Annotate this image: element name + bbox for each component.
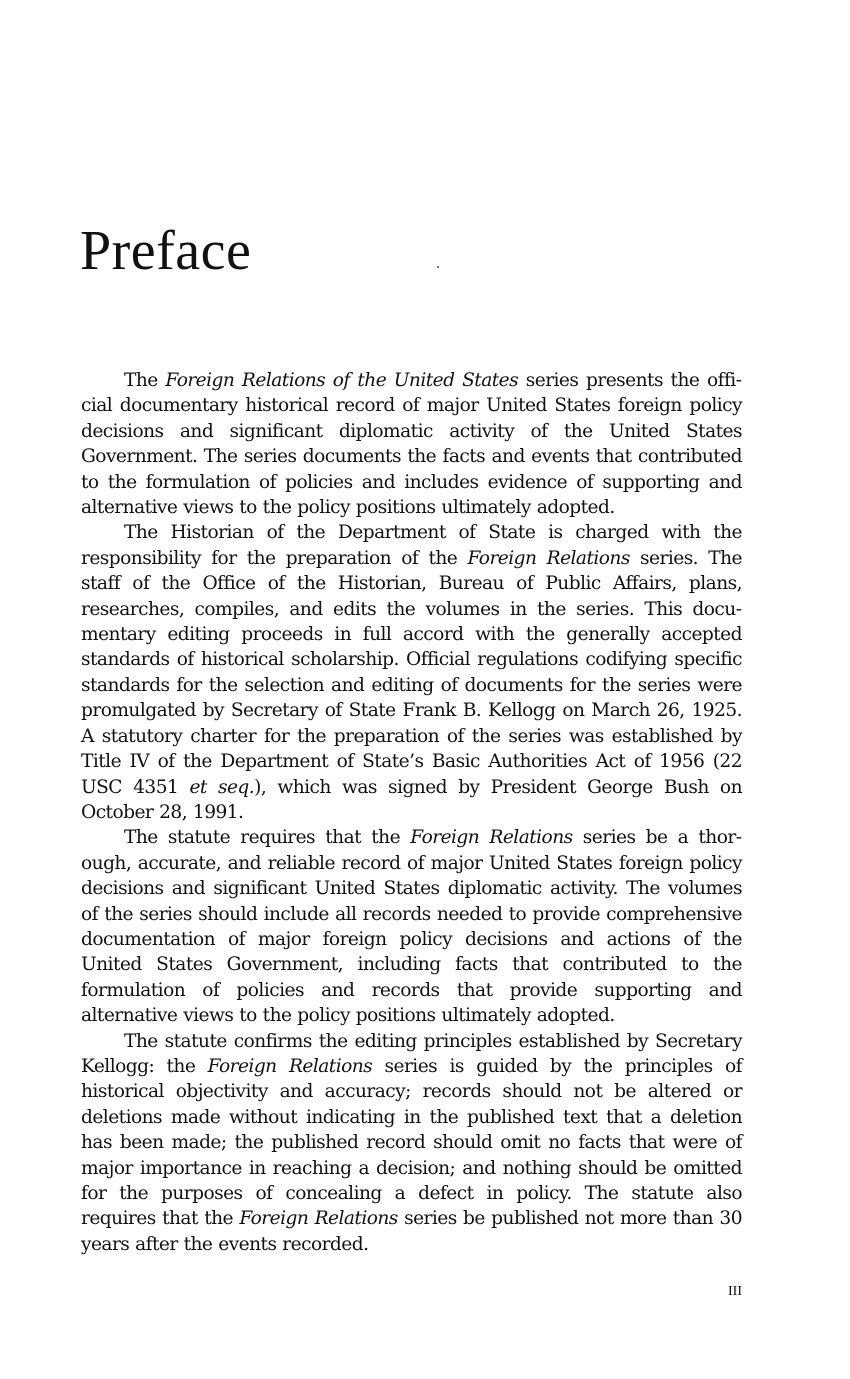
page-number: III (728, 1284, 742, 1299)
text-run: ), which was signed by President George Bush on October 28, 1991. (81, 776, 743, 823)
text-run: The (124, 370, 166, 391)
italic-series-title: Foreign Relations (467, 547, 630, 569)
italic-series-title: Foreign Relations (207, 1055, 373, 1077)
stray-ink-dot (437, 266, 439, 268)
page-title: Preface (80, 220, 252, 282)
text-run: series be published not more than 30 years after the events recorded. (81, 1208, 742, 1255)
text-run: The Historian of the Department of State is charged with the responsibility for the preparation of the (81, 522, 742, 569)
text-run: series is guided by the principles of historical objectivity and accuracy; records should not be altered or deletions made without indicating in the published text that a deletion has been made; the published record should omit no facts that were of major importance in reaching a decision; and nothing should be omitted for the purposes of concealing a defect in policy. The statute also requires that the (81, 1055, 742, 1230)
text-run: series presents the official documentary historical record of major United States foreign policy decisions and significant diplomatic activity of the United States Government. The series documents the facts and events that contributed to the formulation of policies and includes evidence of supporting and alternative views to the policy positions ultimately adopted. (81, 370, 742, 519)
paragraph-1 (81, 368, 742, 520)
italic-series-title: Foreign Relations (239, 1208, 398, 1230)
paragraph-3 (81, 825, 742, 1028)
italic-series-title: Foreign Relations (410, 827, 573, 849)
paragraph-2 (81, 520, 742, 825)
italic-series-title: Foreign Relations of the United States (165, 370, 519, 391)
text-run: The statute confirms the editing principles established by Secretary Kellogg: the (81, 1030, 742, 1077)
text-run: series. The staff of the Office of the Historian, Bureau of Public Affairs, plans, researches, compiles, and edits the volumes in the series. This documentary editing proceeds in full accord with the generally accepted standards of historical scholarship. Official regulations codifying specific standards for the selection and editing of documents for the series were promulgated by Secretary of State Frank B. Kellogg on March 26, 1925. A statutory charter for the preparation of the series was established by Title IV of the Department of State’s Basic Authorities Act of 1956 (22 USC 4351 (81, 547, 742, 798)
text-run: The statute requires that the (124, 827, 411, 849)
text-run: series be a thorough, accurate, and reliable record of major United States foreign policy decisions and significant United States diplomatic activity. The volumes of the series should include all records needed to provide comprehensive documentation of major foreign policy decisions and actions of the United States Government, including facts that contributed to the formulation of policies and records that provide supporting and alternative views to the policy positions ultimately adopted. (81, 827, 742, 1027)
preface-body (81, 368, 742, 1257)
italic-citation: et seq. (189, 776, 255, 798)
paragraph-4 (81, 1029, 742, 1258)
